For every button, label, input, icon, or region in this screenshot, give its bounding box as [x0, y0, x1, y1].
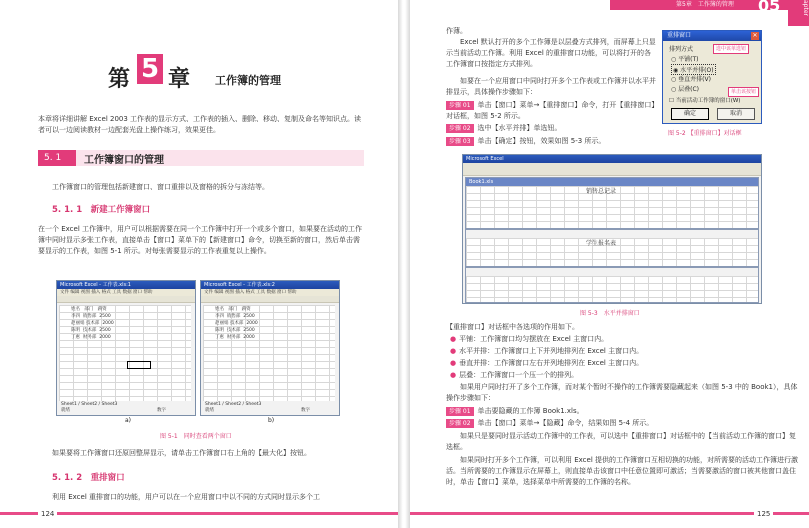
- step-text: 单击要隐藏的工作簿 Book1.xls。: [477, 407, 584, 415]
- table-row: 丁惠 财务部 2000: [215, 335, 255, 340]
- right-page: [410, 0, 809, 528]
- step-text: 单击【确定】按钮，效果如图 5-3 所示。: [477, 137, 606, 145]
- footer-line-left: [0, 512, 398, 515]
- table-row: 李四 销售部 2500: [71, 314, 111, 319]
- dialog-title: 重排窗口: [663, 31, 761, 41]
- callout-click: 单击该按钮: [728, 87, 759, 97]
- cancel-button[interactable]: 取消: [717, 108, 755, 120]
- page-number-left: 124: [38, 510, 57, 518]
- header-dept: 部门: [228, 307, 238, 312]
- bullet-item: ● 水平并排：工作簿窗口上下并列地排列在 Excel 主窗口内。: [450, 347, 644, 355]
- excel-window-b: [200, 280, 340, 416]
- header-row-a: [71, 306, 107, 313]
- book2-grid: [466, 238, 758, 266]
- option-vertical[interactable]: ○ 垂直并排(V): [671, 76, 711, 83]
- step-text: 选中【水平并排】单选钮。: [477, 124, 562, 132]
- section-bar: [38, 150, 364, 166]
- header-dept: 部门: [84, 307, 94, 312]
- paragraph-horizontal: 如要在一个应用窗口中同时打开多个工作表或工作簿并以水平并排显示，具体操作步骤如下：: [446, 77, 656, 96]
- excel-title: Microsoft Excel: [463, 155, 761, 163]
- step-text: 单击【窗口】菜单→【重排窗口】命令，打开【重排窗口】对话框，如图 5-2 所示。: [446, 101, 655, 120]
- status-ready-a: 就绪: [61, 408, 70, 413]
- bullet-item: ● 垂直并排：工作簿窗口左右并列地排列在 Excel 主窗口内。: [450, 359, 644, 367]
- fig2-caption: 图 5-2 【重排窗口】对话框: [668, 130, 742, 137]
- header-salary: 薪资: [97, 307, 107, 312]
- table-row: 陈明 技术部 2500: [71, 328, 111, 333]
- fig1-label-b: b): [268, 417, 275, 424]
- chapter-intro: 本章将详细讲解 Excel 2003 工作表的显示方式、工作表的插入、删除、移动、复制及命名等知识点。读者可以一边阅读教材一边配套光盘上操作练习，效果更佳。: [38, 115, 362, 134]
- close-icon[interactable]: ✕: [752, 32, 758, 39]
- section-title: 工作簿窗口的管理: [84, 155, 164, 166]
- step-a-3: [446, 136, 658, 147]
- chapter-prefix: 第: [108, 66, 131, 92]
- step-a-1: [446, 100, 658, 122]
- chapter-number: 5: [137, 54, 163, 84]
- callout-select: 选中该单选钮: [713, 44, 749, 54]
- running-header: 第5章 工作簿的管理: [676, 1, 734, 8]
- footer-line-right: [410, 512, 809, 515]
- sheet-grid-a: [59, 305, 191, 401]
- step-badge: 步骤 02: [446, 124, 474, 133]
- window-title-b: Microsoft Excel - 工作表.xls:2: [201, 281, 339, 289]
- fig1-label-a: a): [125, 417, 132, 424]
- table-row: 陈明 技术部 2500: [215, 328, 255, 333]
- section-number: 5. 1: [38, 150, 76, 166]
- bullet-item: ● 平铺：工作簿窗口均匀摆放在 Excel 主窗口内。: [450, 335, 609, 343]
- window-title-a: Microsoft Excel - 工作表.xls:1: [57, 281, 195, 289]
- paragraph-options: 【重排窗口】对话框中各选项的作用如下。: [446, 323, 579, 331]
- option-horizontal[interactable]: ◉ 水平并排(O): [671, 64, 716, 75]
- step-badge: 步骤 02: [446, 419, 474, 428]
- menu-bar-b: 文件 编辑 视图 插入 格式 工具 数据 窗口 帮助: [201, 289, 339, 296]
- paragraph-cascade: Excel 默认打开的多个工作簿是以层叠方式排列，而屏幕上只显示当前活动工作簿。利用 Excel 的重排窗口功能，可以将打开的各工作簿窗口按指定方式排列。: [446, 38, 656, 68]
- sheet-grid-b: [203, 305, 335, 401]
- paragraph-maximize: 如果要将工作簿窗口还原回整屏显示，请单击工作簿窗口右上角的【最大化】按钮。: [52, 449, 311, 457]
- table-row: 丁惠 财务部 2000: [71, 335, 111, 340]
- side-tab: apter: [788, 0, 809, 26]
- step-a-2: [446, 123, 658, 134]
- fig1-caption: 图 5-1 同时查看两个窗口: [160, 433, 232, 440]
- option-tile[interactable]: ○ 平铺(T): [671, 56, 699, 63]
- page-number-right: 125: [754, 510, 773, 518]
- book1-pane: [465, 177, 759, 229]
- toolbar-a: [57, 296, 195, 303]
- status-ready-b: 就绪: [205, 408, 214, 413]
- sheet-tabs-a: Sheet1 / Sheet2 / Sheet3: [61, 402, 118, 407]
- chapter-title: 工作簿的管理: [215, 74, 281, 87]
- excel-toolbar: [463, 163, 761, 176]
- book1-title: Book1.xls: [466, 178, 758, 186]
- sales-title: 销售总记录: [586, 188, 617, 195]
- table-row: 李四 销售部 2500: [215, 314, 255, 319]
- header-chapter-num: 05: [758, 0, 781, 15]
- header-salary: 薪资: [241, 307, 251, 312]
- menu-bar-a: 文件 编辑 视图 插入 格式 工具 数据 窗口 帮助: [57, 289, 195, 296]
- status-num-b: 数字: [301, 408, 310, 413]
- toolbar-b: [201, 296, 339, 303]
- step-b-1: [446, 406, 798, 417]
- step-badge: 步骤 03: [446, 137, 474, 146]
- ok-button[interactable]: 确定: [671, 108, 709, 120]
- sheet-tabs-b: Sheet1 / Sheet2 / Sheet3: [205, 402, 262, 407]
- paragraph-active: 如果只是要同时显示活动工作簿中的工作表，可以选中【重排窗口】对话框中的【当前活动工作簿的窗口】复选框。: [446, 432, 796, 451]
- header-name: 姓名: [71, 307, 80, 312]
- subsection-title-1: 5. 1. 1 新建工作簿窗口: [52, 205, 151, 215]
- book3-pane: [465, 267, 759, 303]
- paragraph-top: 作薄。: [446, 27, 467, 35]
- step-badge: 步骤 01: [446, 101, 474, 110]
- selected-cell: [127, 361, 151, 369]
- fig3-caption: 图 5-3 水平并排窗口: [580, 310, 640, 317]
- paragraph-arrange: 利用 Excel 重排窗口的功能，用户可以在一个应用窗口中以不同的方式同时显示多个工: [52, 493, 320, 501]
- excel-window-a: [56, 280, 196, 416]
- paragraph-hide: 如果用户同时打开了多个工作簿，而对某个暂时不操作的工作簿需要隐藏起来（如图 5-3 中的 Book1），具体操作步骤如下：: [446, 383, 798, 402]
- section-intro: 工作簿窗口的管理包括新建窗口、窗口重排以及窗格的拆分与冻结等。: [52, 183, 269, 191]
- group-label: 排列方式: [669, 46, 694, 53]
- book1-grid: [466, 186, 758, 228]
- step-badge: 步骤 01: [446, 407, 474, 416]
- book3-grid: [466, 276, 758, 302]
- book-gutter: [398, 0, 410, 528]
- table-row: 赵丽娟 技术部 2000: [215, 321, 258, 326]
- book2-pane: [465, 229, 759, 267]
- option-cascade[interactable]: ○ 层叠(C): [671, 86, 700, 93]
- left-page: [0, 0, 398, 528]
- excel-horizontal-window: [462, 154, 762, 304]
- paragraph-switch: 如果同时打开多个工作簿，可以利用 Excel 提供的工作簿窗口互相切换的功能，对所需要的活动工作簿进行激活。当所需要的工作簿显示在屏幕上，则直接单击该窗口中任意位置即可激活；当需要激活的窗口被其他窗口盖住时，单击【窗口】菜单，选择菜单中所需要的工作簿的名称。: [446, 456, 798, 486]
- subsection-title-2: 5. 1. 2 重排窗口: [52, 473, 125, 483]
- chapter-suffix: 章: [168, 66, 191, 92]
- bullet-item: ● 层叠：工作簿窗口一个压一个的排列。: [450, 371, 579, 379]
- active-workbook-checkbox[interactable]: ☐ 当前活动工作簿的窗口(W): [669, 98, 741, 104]
- header-name: 姓名: [215, 307, 224, 312]
- status-num-a: 数字: [157, 408, 166, 413]
- table-row: 赵丽娟 技术部 2000: [71, 321, 114, 326]
- paragraph-new-window: 在一个 Excel 工作簿中，用户可以根据需要在同一个工作簿中打开一个或多个窗口，如果要在活动的工作簿中同时显示多张工作表，直接单击【窗口】菜单下的【新建窗口】命令，切换至新的窗口，然后单击需要显示的工作表，如图 5-1 所示。对每张需要显示的工作表重复以上操作。: [38, 225, 362, 255]
- header-row-b: [215, 306, 251, 313]
- step-b-2: [446, 418, 798, 429]
- student-title: 学生报名表: [586, 240, 617, 247]
- step-text: 单击【窗口】菜单→【隐藏】命令，结果如图 5-4 所示。: [477, 419, 654, 427]
